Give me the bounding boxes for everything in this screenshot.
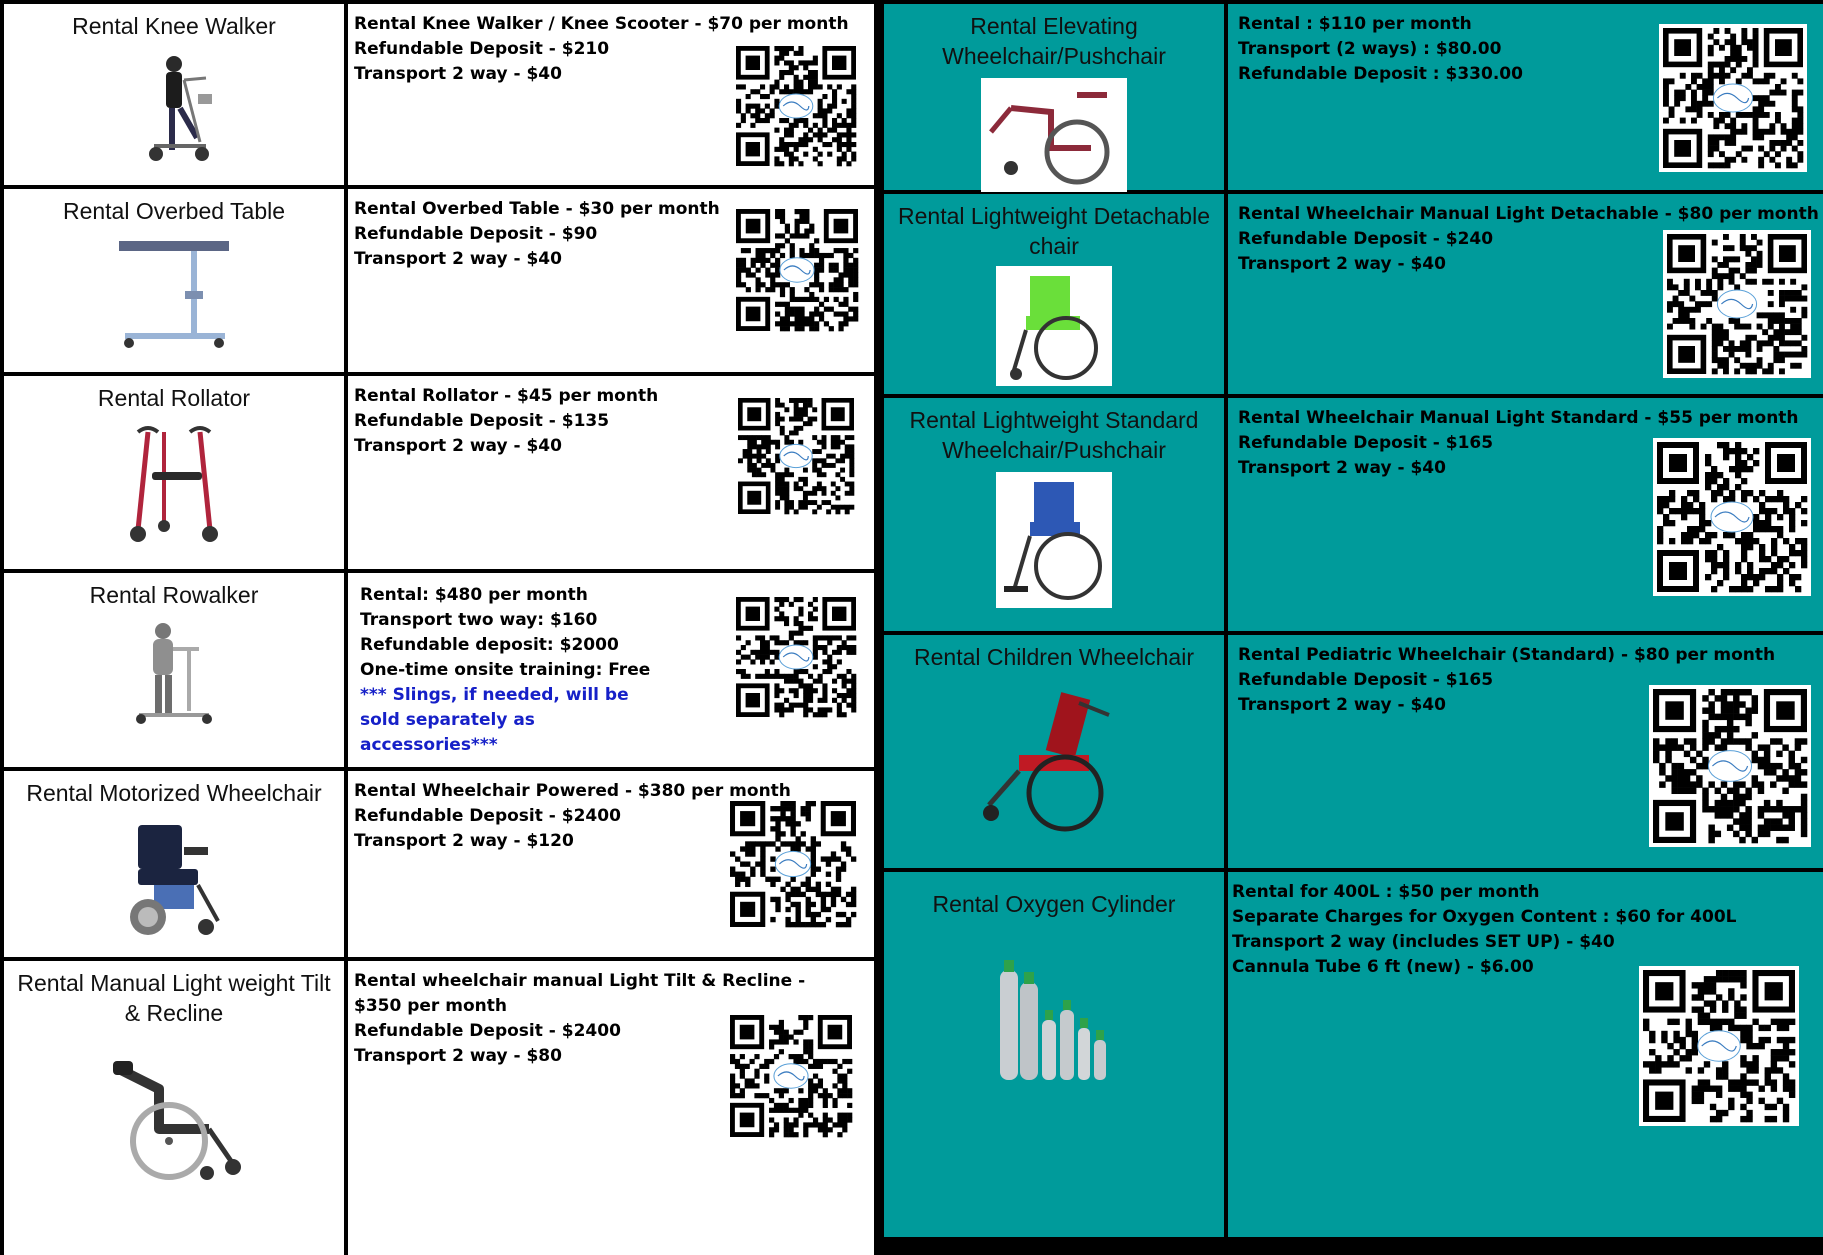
transport-line: Transport 2 way (includes SET UP) - $40 bbox=[1232, 932, 1615, 952]
training-line: One-time onsite training: Free bbox=[360, 660, 651, 680]
knee-walker-photo bbox=[4, 50, 344, 170]
price-line: Rental : $110 per month bbox=[1238, 14, 1472, 34]
details-cell bbox=[1228, 4, 1823, 190]
product-name: Rental Elevating Wheelchair/Pushchair bbox=[942, 13, 1166, 69]
price-line: Rental: $480 per month bbox=[360, 585, 588, 605]
deposit-line: Refundable Deposit - $210 bbox=[354, 39, 610, 59]
qr-code-icon[interactable] bbox=[1639, 966, 1799, 1126]
motorized-wheelchair-photo bbox=[4, 817, 344, 945]
price-line: Rental Wheelchair Manual Light Detachable - $80 per month bbox=[1238, 204, 1819, 224]
deposit-line: Refundable Deposit - $135 bbox=[354, 411, 610, 431]
product-name: Rental Lightweight Standard Wheelchair/Pushchair bbox=[909, 407, 1199, 463]
price-details bbox=[348, 771, 874, 854]
standard-wheelchair-photo bbox=[884, 472, 1224, 608]
product-cell bbox=[4, 573, 344, 767]
oxygen-content-line: Separate Charges for Oxygen Content : $60 for 400L bbox=[1232, 907, 1737, 927]
price-line: Rental Rollator - $45 per month bbox=[354, 386, 659, 406]
price-line: Rental Pediatric Wheelchair (Standard) - $80 per month bbox=[1238, 645, 1776, 665]
details-cell bbox=[348, 961, 874, 1255]
product-cell bbox=[884, 872, 1224, 1237]
transport-line: Transport 2 way - $40 bbox=[354, 436, 562, 456]
deposit-line: Refundable Deposit - $90 bbox=[354, 224, 598, 244]
product-cell bbox=[4, 376, 344, 569]
cannula-line: Cannula Tube 6 ft (new) - $6.00 bbox=[1232, 957, 1534, 977]
deposit-line: Refundable Deposit : $330.00 bbox=[1238, 64, 1523, 84]
detachable-wheelchair-photo bbox=[884, 266, 1224, 386]
transport-line: Transport 2 way - $120 bbox=[354, 831, 574, 851]
deposit-line: Refundable deposit: $2000 bbox=[360, 635, 619, 655]
transport-line: Transport (2 ways) : $80.00 bbox=[1238, 39, 1502, 59]
left-price-list bbox=[0, 0, 878, 1241]
details-cell bbox=[348, 771, 874, 957]
product-name: Rental Lightweight Detachable chair bbox=[898, 203, 1210, 259]
product-name: Rental Children Wheelchair bbox=[914, 644, 1194, 670]
product-cell bbox=[4, 961, 344, 1255]
overbed-table-photo bbox=[4, 235, 344, 351]
details-cell bbox=[348, 573, 874, 767]
price-details bbox=[1228, 635, 1823, 718]
product-cell bbox=[4, 771, 344, 957]
product-name: Rental Manual Light weight Tilt & Recline bbox=[17, 970, 331, 1026]
product-cell bbox=[884, 194, 1224, 394]
rollator-photo bbox=[4, 422, 344, 546]
product-name: Rental Motorized Wheelchair bbox=[26, 780, 322, 806]
product-cell bbox=[4, 4, 344, 185]
price-details bbox=[348, 189, 874, 272]
details-cell bbox=[1228, 872, 1823, 1237]
details-cell bbox=[348, 4, 874, 185]
children-wheelchair-photo bbox=[884, 685, 1224, 835]
details-cell bbox=[1228, 398, 1823, 631]
deposit-line: Refundable Deposit - $2400 bbox=[354, 806, 621, 826]
transport-line: Transport 2 way - $40 bbox=[1238, 458, 1446, 478]
product-name: Rental Knee Walker bbox=[72, 13, 276, 39]
slings-note: *** Slings, if needed, will be sold separately as accessories*** bbox=[360, 685, 629, 755]
tilt-recline-wheelchair-photo bbox=[4, 1049, 344, 1185]
product-name: Rental Rollator bbox=[97, 385, 251, 411]
right-price-list bbox=[880, 0, 1819, 1241]
product-name: Rental Overbed Table bbox=[62, 198, 286, 224]
product-cell bbox=[4, 189, 344, 372]
transport-line: Transport 2 way - $40 bbox=[1238, 254, 1446, 274]
transport-line: Transport 2 way - $40 bbox=[1238, 695, 1446, 715]
details-cell bbox=[348, 376, 874, 569]
product-cell bbox=[884, 398, 1224, 631]
price-details bbox=[348, 4, 874, 87]
price-line: Rental wheelchair manual Light Tilt & Recline - $350 per month bbox=[354, 971, 806, 1016]
details-cell bbox=[1228, 194, 1823, 394]
price-line: Rental Wheelchair Powered - $380 per month bbox=[354, 781, 791, 801]
oxygen-cylinder-photo bbox=[884, 940, 1224, 1090]
transport-line: Transport 2 way - $40 bbox=[354, 64, 562, 84]
deposit-line: Refundable Deposit - $165 bbox=[1238, 670, 1494, 690]
elevating-wheelchair-photo bbox=[884, 78, 1224, 192]
transport-line: Transport 2 way - $40 bbox=[354, 249, 562, 269]
price-line: Rental for 400L : $50 per month bbox=[1232, 882, 1540, 902]
product-name: Rental Oxygen Cylinder bbox=[932, 891, 1176, 917]
product-cell bbox=[884, 4, 1224, 190]
transport-line: Transport two way: $160 bbox=[360, 610, 598, 630]
transport-line: Transport 2 way - $80 bbox=[354, 1046, 562, 1066]
product-name: Rental Rowalker bbox=[89, 582, 259, 608]
price-details bbox=[1228, 398, 1823, 481]
price-details bbox=[1228, 872, 1823, 980]
price-details bbox=[1228, 4, 1823, 87]
price-line: Rental Knee Walker / Knee Scooter - $70 per month bbox=[354, 14, 849, 34]
rowalker-photo bbox=[4, 619, 344, 725]
details-cell bbox=[348, 189, 874, 372]
details-cell bbox=[1228, 635, 1823, 868]
product-cell bbox=[884, 635, 1224, 868]
deposit-line: Refundable Deposit - $165 bbox=[1238, 433, 1494, 453]
price-details bbox=[348, 376, 874, 459]
deposit-line: Refundable Deposit - $240 bbox=[1238, 229, 1494, 249]
deposit-line: Refundable Deposit - $2400 bbox=[354, 1021, 621, 1041]
price-line: Rental Overbed Table - $30 per month bbox=[354, 199, 720, 219]
price-details bbox=[348, 573, 874, 758]
price-line: Rental Wheelchair Manual Light Standard - $55 per month bbox=[1238, 408, 1799, 428]
price-details bbox=[1228, 194, 1823, 277]
price-details bbox=[348, 961, 874, 1069]
